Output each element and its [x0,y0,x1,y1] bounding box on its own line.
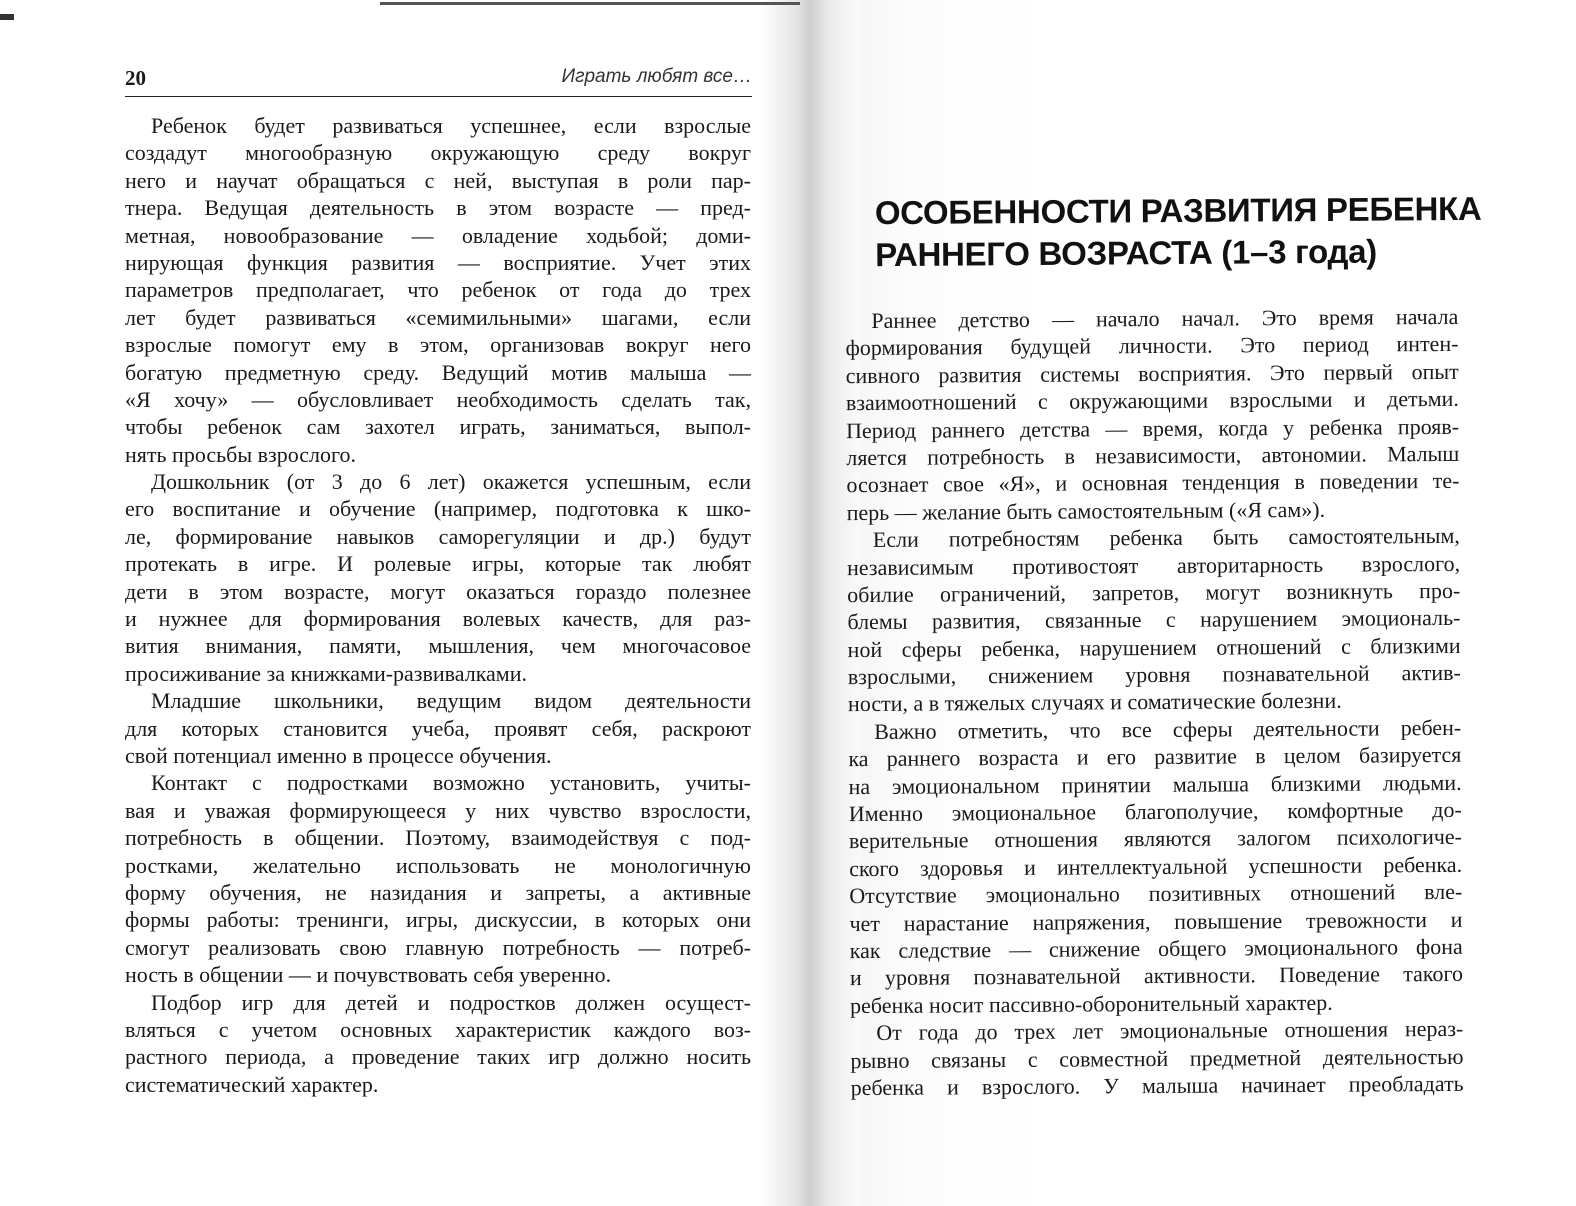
right-page-body [845,303,1464,1102]
text-line: От года до трех лет эмоциональные отношения нераз- [876,1016,1464,1046]
text-line: и нужнее для формирования волевых качеств, для раз- [125,606,751,632]
paragraph [850,1015,1464,1101]
text-line: блемы развития, связанные с нарушением эмоциональ- [847,605,1461,635]
text-line: ребенка носит пассивно-оборонительный характер. [850,989,1333,1018]
text-line: параметров предполагает, что ребенок от года до трех [125,277,751,303]
text-line: формы работы: тренинги, игры, дискуссии, в которых они [125,907,751,933]
text-line: ности, а в тяжелых случаях и соматические болезни. [847,688,1342,717]
text-line: чет нарастание напряжения, повышение тревожности и [849,906,1463,936]
text-line: ле, формирование навыков саморегуляции и др.) будут [125,523,751,549]
page-header [125,66,752,97]
text-line: нять просьбы взрослого. [125,441,356,467]
chapter-title-line: РАННЕГО ВОЗРАСТА (1–3 года) [875,232,1378,274]
text-line: создадут многообразную окружающую среду вокруг [125,140,751,166]
text-line: ребенка и взрослого. У малыша начинает преобладать [850,1070,1464,1101]
text-line: потребность в общении. Поэтому, взаимодействуя с под- [125,825,751,851]
text-line: сивного развития системы восприятия. Это первый опыт [845,358,1459,388]
text-line: рывно связаны с совместной предметной деятельностью [850,1043,1464,1073]
text-line: протекать в игре. И ролевые игры, которые так любят [125,551,751,577]
text-line: как следствие — снижение общего эмоционального фона [849,933,1463,964]
text-line: него и научат обращаться с ней, выступая в роли пар- [125,167,751,193]
text-line: Если потребностям ребенка быть самостоятельным, [872,522,1460,553]
text-line: его воспитание и обучение (например, подготовка к шко- [125,496,751,522]
left-page-body [125,112,751,1098]
paragraph [848,714,1463,1020]
text-line: формирования будущей личности. Это период интен- [845,331,1459,361]
text-line: Подбор игр для детей и подростков должен осущест- [151,989,751,1015]
text-line: вая и уважая формирующееся у них чувство взрослости, [125,797,751,823]
text-line: метная, новообразование — овладение ходьбой; доми- [125,222,751,248]
paragraph [847,522,1461,718]
paragraph [125,112,751,468]
scan-edge-line [380,2,800,5]
text-line: взрослые помогут ему в этом, организовав вокруг него [125,332,751,358]
text-line: дети в этом возрасте, могут оказаться гораздо полезнее [125,578,751,604]
text-line: Именно эмоциональное благополучие, комфортные до- [848,796,1462,827]
text-line: ляется потребность в независимости, автономии. Малыш [846,440,1460,471]
text-line: ка раннего возраста и его развитие в целом базируется [848,742,1462,772]
text-line: «Я хочу» — обусловливает необходимость сделать так, [125,386,751,412]
text-line: для которых становится учеба, проявят себя, раскроют [125,715,751,741]
paragraph [845,303,1460,526]
paragraph [125,989,751,1099]
paragraph [125,769,751,988]
text-line: ность в общении — и почувствовать себя уверенно. [125,962,612,988]
text-line: ной сферы ребенка, нарушением отношений с близкими [847,632,1461,662]
text-line: Ребенок будет развиваться успешнее, если взрослые [151,113,751,138]
text-line: Дошкольник (от 3 до 6 лет) окажется успешным, если [151,469,751,495]
text-line: ростками, желательно использовать не монологичную [125,852,751,878]
text-line: Младшие школьники, ведущим видом деятельности [151,688,751,714]
text-line: на эмоциональном принятии малыша близкими людьми. [848,769,1462,799]
text-line: ского здоровья и интеллектуальной успешности ребенка. [849,851,1463,881]
text-line: независимым противостоят авторитарность взрослого, [846,550,1461,580]
text-line: перь — желание быть самостоятельным («Я сам»). [846,496,1326,525]
page-number: 20 [125,66,146,90]
text-line: Раннее детство — начало начал. Это время начала [871,303,1459,333]
paragraph [125,687,751,769]
text-line: вития внимания, памяти, мышления, чем многочасовое [125,633,751,659]
scan-corner-mark [0,14,14,20]
text-line: Период раннего детства — время, когда у ребенка прояв- [846,413,1460,443]
chapter-title-line: ОСОБЕННОСТИ РАЗВИТИЯ РЕБЕНКА [874,189,1482,232]
chapter-title [875,188,1482,276]
text-line: свой потенциал именно в процессе обучения. [125,742,552,768]
text-line: Важно отметить, что все сферы деятельности ребен- [874,714,1462,744]
text-line: верительные отношения являются залогом психологиче- [848,824,1463,854]
text-line: осознает свое «Я», и основная тенденция в поведении те- [846,468,1460,498]
paragraph [125,468,751,687]
text-line: форму обучения, не назидания и запреты, а активные [125,879,751,905]
text-line: систематический характер. [125,1071,379,1097]
text-line: и уровня познавательной активности. Поведение такого [849,961,1463,991]
text-line: вляться с учетом основных характеристик каждого воз- [125,1016,751,1042]
text-line: взаимоотношений с окружающими взрослыми и детьми. [845,386,1459,416]
text-line: взрослыми, снижением уровня познавательной актив- [847,659,1461,690]
text-line: Отсутствие эмоционально позитивных отношений вле- [849,879,1463,909]
running-head: Играть любят все… [561,66,752,87]
text-line: растного периода, а проведение таких игр должно носить [125,1044,751,1070]
text-line: смогут реализовать свою главную потребность — потреб- [125,934,751,960]
text-line: лет будет развиваться «семимильными» шагами, если [125,304,751,330]
text-line: обилие ограничений, запретов, могут возникнуть про- [847,577,1461,608]
text-line: богатую предметную среду. Ведущий мотив малыша — [125,359,751,385]
book-gutter [760,0,860,1206]
text-line: просиживание за книжками-развивалками. [125,660,528,686]
text-line: Контакт с подростками возможно установить, учиты- [151,770,751,796]
text-line: тнера. Ведущая деятельность в этом возрасте — пред- [125,195,751,221]
text-line: чтобы ребенок сам захотел играть, заниматься, выпол- [125,414,751,440]
text-line: нирующая функция развития — восприятие. Учет этих [125,249,751,275]
